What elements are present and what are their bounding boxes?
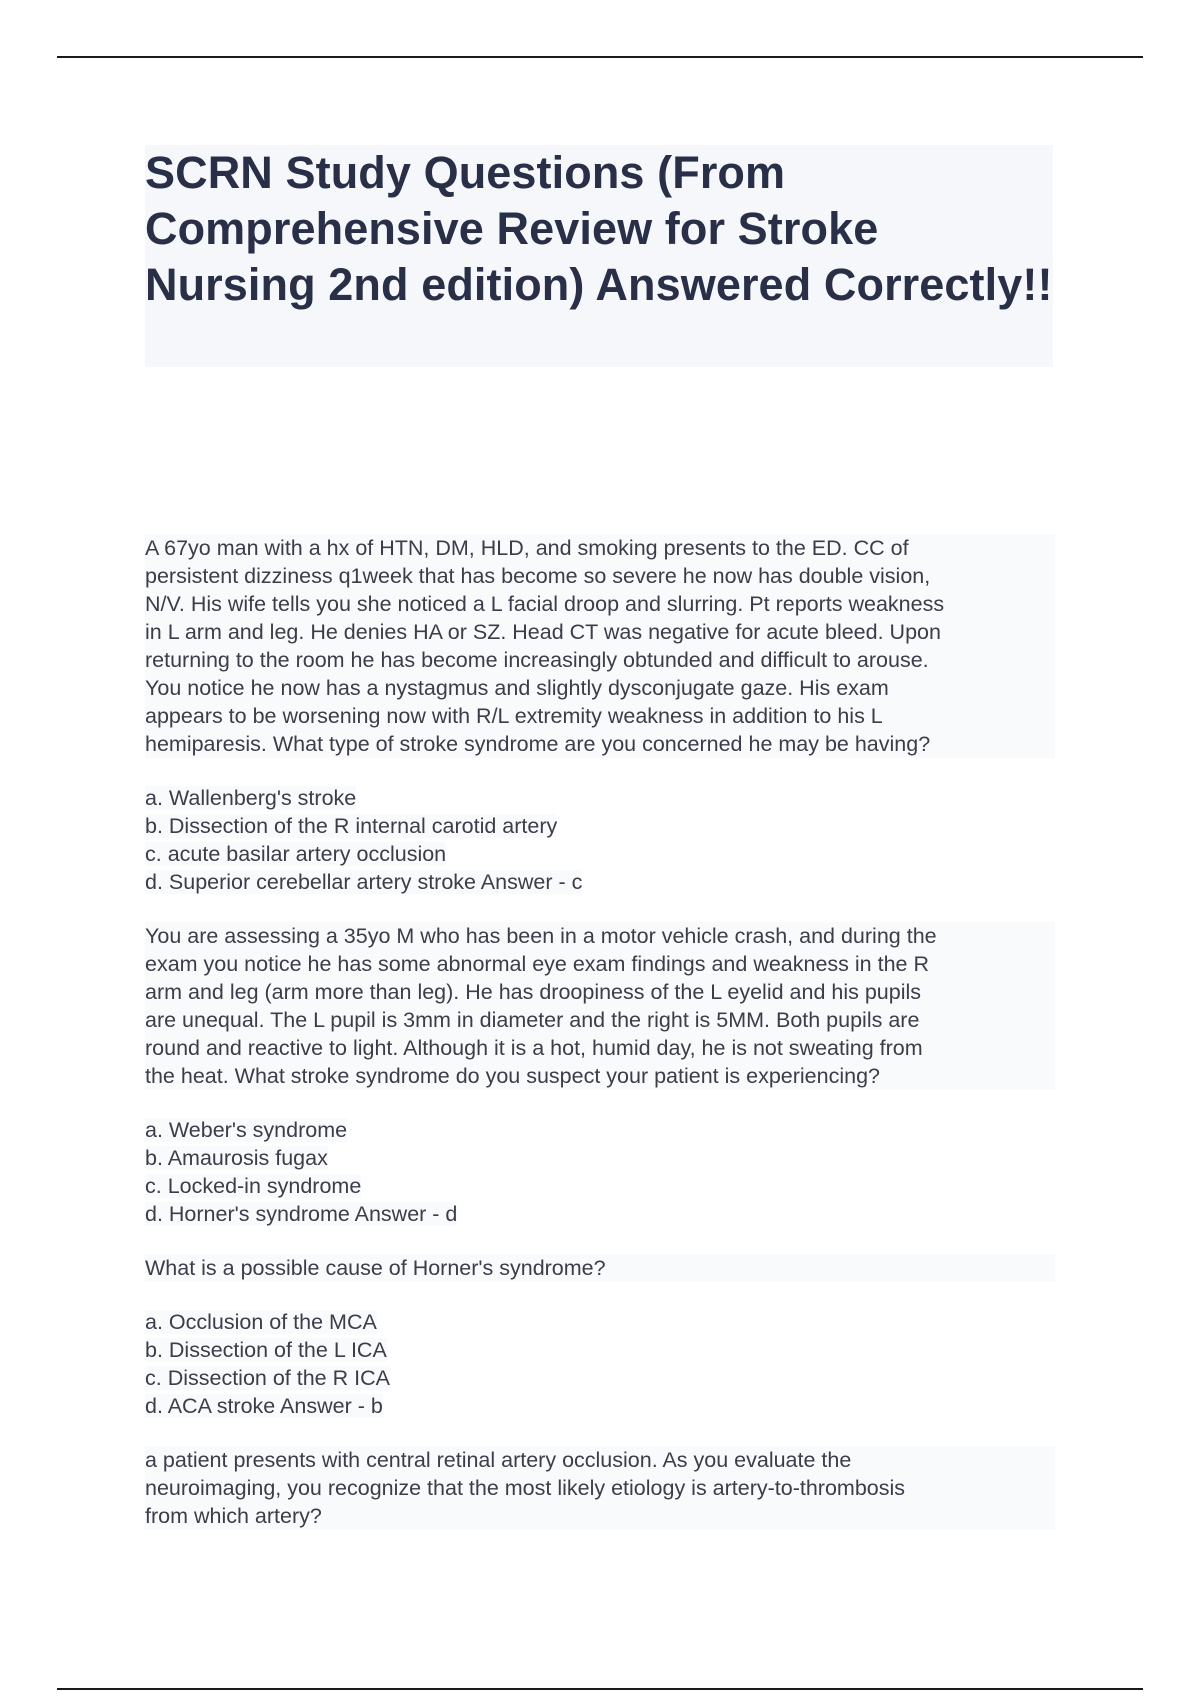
- answer-option: c. acute basilar artery occlusion: [145, 842, 447, 866]
- answer-option: c. Dissection of the R ICA: [145, 1366, 390, 1390]
- answer-option: b. Amaurosis fugax: [145, 1146, 328, 1170]
- answer-option: a. Wallenberg's stroke: [145, 786, 357, 810]
- question-stem: A 67yo man with a hx of HTN, DM, HLD, and smoking presents to the ED. CC of persistent dizziness q1week that has become so severe he now has double vision, N/V. His wife tells you she noticed a L facial droop and slurring. Pt reports weakness in L arm and leg. He denies HA or SZ. Head CT was negative for acute bleed. Upon returning to the room he has become increasingly obtunded and difficult to arouse. You notice he now has a nystagmus and slightly dysconjugate gaze. His exam appears to be worsening now with R/L extremity weakness in addition to his L hemiparesis. What type of stroke syndrome are you concerned he may be having?: [145, 534, 1055, 758]
- answer-option: a. Occlusion of the MCA: [145, 1310, 377, 1334]
- answer-option: d. Superior cerebellar artery stroke Answer - c: [145, 870, 583, 894]
- top-rule: [57, 56, 1143, 58]
- answer-option: b. Dissection of the R internal carotid artery: [145, 814, 558, 838]
- answer-options: [145, 1308, 1055, 1420]
- title-block: [145, 145, 1053, 367]
- answer-option: b. Dissection of the L ICA: [145, 1338, 387, 1362]
- bottom-rule: [57, 1688, 1143, 1690]
- question-stem: a patient presents with central retinal artery occlusion. As you evaluate the neuroimaging, you recognize that the most likely etiology is artery-to-thrombosis from which artery?: [145, 1446, 1055, 1530]
- answer-option: d. ACA stroke Answer - b: [145, 1394, 383, 1418]
- answer-option: a. Weber's syndrome: [145, 1118, 348, 1142]
- answer-options: [145, 1116, 1055, 1228]
- question-stem: You are assessing a 35yo M who has been in a motor vehicle crash, and during the exam you notice he has some abnormal eye exam findings and weakness in the R arm and leg (arm more than leg). He has droopiness of the L eyelid and his pupils are unequal. The L pupil is 3mm in diameter and the right is 5MM. Both pupils are round and reactive to light. Although it is a hot, humid day, he is not sweating from the heat. What stroke syndrome do you suspect your patient is experiencing?: [145, 922, 1055, 1090]
- answer-option: c. Locked-in syndrome: [145, 1174, 362, 1198]
- question-stem: What is a possible cause of Horner's syndrome?: [145, 1254, 1055, 1282]
- answer-options: [145, 784, 1055, 896]
- questions-content: [145, 534, 1055, 1556]
- document-title: SCRN Study Questions (From Comprehensive Review for Stroke Nursing 2nd edition) Answered Correctly!!: [145, 147, 1053, 310]
- answer-option: d. Horner's syndrome Answer - d: [145, 1202, 458, 1226]
